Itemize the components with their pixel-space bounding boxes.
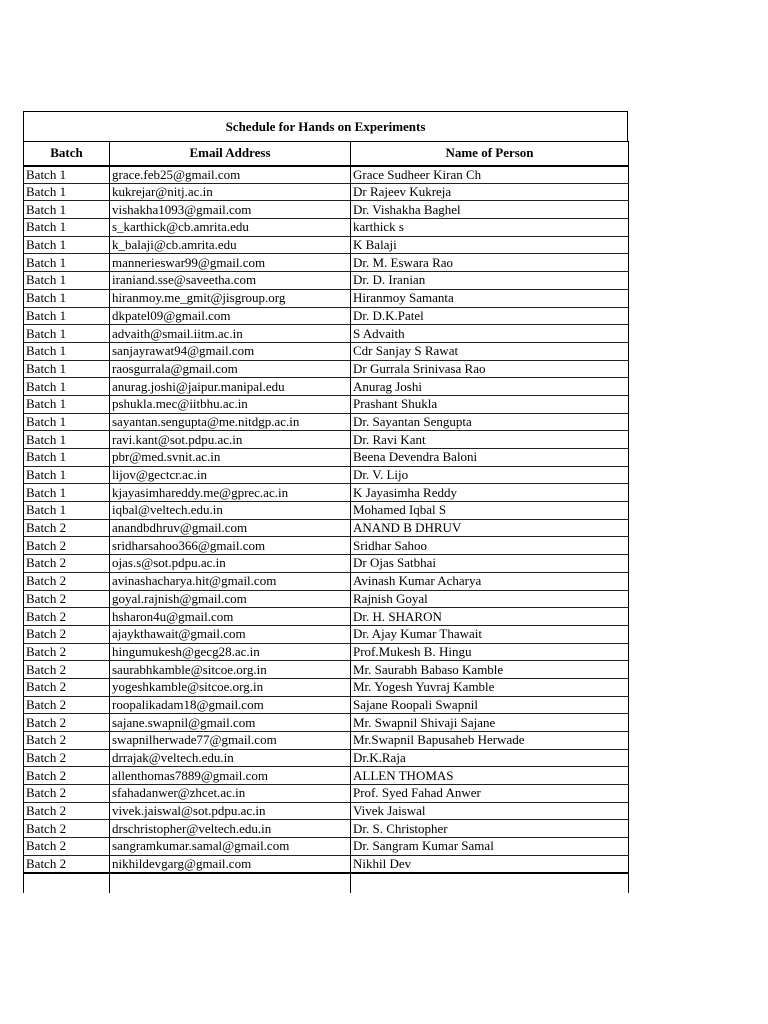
table-row <box>24 820 629 838</box>
cell-batch: Batch 1 <box>24 449 110 467</box>
cell-email: pshukla.mec@iitbhu.ac.in <box>110 395 351 413</box>
cell-email: ojas.s@sot.pdpu.ac.in <box>110 555 351 573</box>
table-row <box>24 519 629 537</box>
table-row <box>24 732 629 750</box>
table-row <box>24 838 629 856</box>
empty-cell <box>110 873 351 893</box>
cell-email: raosgurrala@gmail.com <box>110 360 351 378</box>
table-row <box>24 572 629 590</box>
cell-email: sanjayrawat94@gmail.com <box>110 342 351 360</box>
table-row <box>24 201 629 219</box>
table-row <box>24 289 629 307</box>
table-row <box>24 696 629 714</box>
cell-name: Dr. V. Lijo <box>351 466 629 484</box>
table-row <box>24 378 629 396</box>
cell-email: yogeshkamble@sitcoe.org.in <box>110 678 351 696</box>
cell-batch: Batch 2 <box>24 820 110 838</box>
table-row <box>24 325 629 343</box>
cell-name: K Balaji <box>351 236 629 254</box>
cell-email: vivek.jaiswal@sot.pdpu.ac.in <box>110 802 351 820</box>
cell-email: drrajak@veltech.edu.in <box>110 749 351 767</box>
cell-name: Dr. Sangram Kumar Samal <box>351 838 629 856</box>
cell-batch: Batch 1 <box>24 183 110 201</box>
table-row <box>24 767 629 785</box>
table-row <box>24 254 629 272</box>
table-row <box>24 785 629 803</box>
cell-batch: Batch 1 <box>24 484 110 502</box>
cell-name: Mr. Yogesh Yuvraj Kamble <box>351 678 629 696</box>
cell-batch: Batch 1 <box>24 289 110 307</box>
cell-batch: Batch 2 <box>24 608 110 626</box>
cell-name: Dr. H. SHARON <box>351 608 629 626</box>
cell-batch: Batch 1 <box>24 502 110 520</box>
cell-batch: Batch 2 <box>24 661 110 679</box>
cell-name: Mr. Swapnil Shivaji Sajane <box>351 714 629 732</box>
cell-email: avinashacharya.hit@gmail.com <box>110 572 351 590</box>
cell-name: Avinash Kumar Acharya <box>351 572 629 590</box>
empty-row <box>24 873 629 893</box>
cell-email: dkpatel09@gmail.com <box>110 307 351 325</box>
table-row <box>24 236 629 254</box>
cell-email: vishakha1093@gmail.com <box>110 201 351 219</box>
cell-batch: Batch 1 <box>24 360 110 378</box>
cell-batch: Batch 1 <box>24 236 110 254</box>
cell-batch: Batch 2 <box>24 838 110 856</box>
cell-batch: Batch 2 <box>24 572 110 590</box>
table-row <box>24 749 629 767</box>
table-row <box>24 625 629 643</box>
table-row <box>24 360 629 378</box>
cell-batch: Batch 1 <box>24 466 110 484</box>
table-row <box>24 608 629 626</box>
table-row <box>24 395 629 413</box>
cell-name: Dr. Ajay Kumar Thawait <box>351 625 629 643</box>
cell-email: saurabhkamble@sitcoe.org.in <box>110 661 351 679</box>
cell-name: Rajnish Goyal <box>351 590 629 608</box>
cell-name: Dr. M. Eswara Rao <box>351 254 629 272</box>
cell-batch: Batch 2 <box>24 855 110 873</box>
header-batch: Batch <box>24 142 110 166</box>
cell-batch: Batch 2 <box>24 643 110 661</box>
table-row <box>24 466 629 484</box>
cell-batch: Batch 1 <box>24 254 110 272</box>
cell-name: Dr. Ravi Kant <box>351 431 629 449</box>
table-row <box>24 643 629 661</box>
schedule-sheet <box>23 111 628 893</box>
table-row <box>24 431 629 449</box>
table-row <box>24 272 629 290</box>
cell-name: Cdr Sanjay S Rawat <box>351 342 629 360</box>
cell-batch: Batch 2 <box>24 519 110 537</box>
cell-email: s_karthick@cb.amrita.edu <box>110 219 351 237</box>
table-row <box>24 802 629 820</box>
cell-name: Dr.K.Raja <box>351 749 629 767</box>
cell-email: grace.feb25@gmail.com <box>110 166 351 184</box>
cell-name: ANAND B DHRUV <box>351 519 629 537</box>
cell-email: hsharon4u@gmail.com <box>110 608 351 626</box>
cell-name: Prashant Shukla <box>351 395 629 413</box>
cell-email: goyal.rajnish@gmail.com <box>110 590 351 608</box>
table-row <box>24 166 629 184</box>
header-email: Email Address <box>110 142 351 166</box>
cell-batch: Batch 1 <box>24 413 110 431</box>
cell-name: Dr Rajeev Kukreja <box>351 183 629 201</box>
cell-batch: Batch 1 <box>24 325 110 343</box>
cell-email: anandbdhruv@gmail.com <box>110 519 351 537</box>
cell-name: Dr Ojas Satbhai <box>351 555 629 573</box>
cell-name: karthick s <box>351 219 629 237</box>
cell-batch: Batch 2 <box>24 732 110 750</box>
cell-email: lijov@gectcr.ac.in <box>110 466 351 484</box>
cell-email: nikhildevgarg@gmail.com <box>110 855 351 873</box>
cell-batch: Batch 2 <box>24 590 110 608</box>
cell-batch: Batch 2 <box>24 555 110 573</box>
cell-batch: Batch 2 <box>24 714 110 732</box>
cell-name: K Jayasimha Reddy <box>351 484 629 502</box>
cell-batch: Batch 2 <box>24 678 110 696</box>
table-body <box>24 166 629 894</box>
table-row <box>24 307 629 325</box>
table-row <box>24 714 629 732</box>
empty-cell <box>351 873 629 893</box>
cell-email: iqbal@veltech.edu.in <box>110 502 351 520</box>
cell-email: sajane.swapnil@gmail.com <box>110 714 351 732</box>
cell-email: sangramkumar.samal@gmail.com <box>110 838 351 856</box>
cell-email: pbr@med.svnit.ac.in <box>110 449 351 467</box>
cell-name: Mohamed Iqbal S <box>351 502 629 520</box>
table-row <box>24 342 629 360</box>
table-row <box>24 219 629 237</box>
cell-name: Beena Devendra Baloni <box>351 449 629 467</box>
cell-name: Anurag Joshi <box>351 378 629 396</box>
cell-email: drschristopher@veltech.edu.in <box>110 820 351 838</box>
cell-batch: Batch 2 <box>24 785 110 803</box>
cell-name: Prof. Syed Fahad Anwer <box>351 785 629 803</box>
cell-batch: Batch 2 <box>24 802 110 820</box>
table-row <box>24 502 629 520</box>
cell-batch: Batch 1 <box>24 307 110 325</box>
cell-email: kjayasimhareddy.me@gprec.ac.in <box>110 484 351 502</box>
cell-batch: Batch 1 <box>24 378 110 396</box>
cell-name: Sajane Roopali Swapnil <box>351 696 629 714</box>
cell-name: Prof.Mukesh B. Hingu <box>351 643 629 661</box>
cell-name: Dr Gurrala Srinivasa Rao <box>351 360 629 378</box>
cell-email: anurag.joshi@jaipur.manipal.edu <box>110 378 351 396</box>
cell-email: k_balaji@cb.amrita.edu <box>110 236 351 254</box>
table-row <box>24 484 629 502</box>
cell-email: roopalikadam18@gmail.com <box>110 696 351 714</box>
cell-name: ALLEN THOMAS <box>351 767 629 785</box>
cell-batch: Batch 1 <box>24 166 110 184</box>
cell-email: kukrejar@nitj.ac.in <box>110 183 351 201</box>
cell-name: Mr.Swapnil Bapusaheb Herwade <box>351 732 629 750</box>
cell-email: iraniand.sse@saveetha.com <box>110 272 351 290</box>
cell-name: S Advaith <box>351 325 629 343</box>
cell-email: hingumukesh@gecg28.ac.in <box>110 643 351 661</box>
cell-name: Nikhil Dev <box>351 855 629 873</box>
cell-batch: Batch 1 <box>24 395 110 413</box>
cell-batch: Batch 2 <box>24 696 110 714</box>
table-row <box>24 590 629 608</box>
table-row <box>24 855 629 873</box>
cell-name: Grace Sudheer Kiran Ch <box>351 166 629 184</box>
cell-name: Hiranmoy Samanta <box>351 289 629 307</box>
empty-cell <box>24 873 110 893</box>
cell-email: sfahadanwer@zhcet.ac.in <box>110 785 351 803</box>
cell-batch: Batch 2 <box>24 749 110 767</box>
cell-batch: Batch 1 <box>24 219 110 237</box>
header-row <box>24 142 629 166</box>
cell-name: Dr. D. Iranian <box>351 272 629 290</box>
cell-batch: Batch 1 <box>24 431 110 449</box>
cell-name: Vivek Jaiswal <box>351 802 629 820</box>
cell-email: sayantan.sengupta@me.nitdgp.ac.in <box>110 413 351 431</box>
cell-email: hiranmoy.me_gmit@jisgroup.org <box>110 289 351 307</box>
cell-email: sridharsahoo366@gmail.com <box>110 537 351 555</box>
cell-batch: Batch 2 <box>24 625 110 643</box>
table-row <box>24 678 629 696</box>
sheet-title: Schedule for Hands on Experiments <box>23 111 628 141</box>
table-row <box>24 537 629 555</box>
cell-name: Dr. Vishakha Baghel <box>351 201 629 219</box>
cell-email: ajaykthawait@gmail.com <box>110 625 351 643</box>
cell-batch: Batch 1 <box>24 201 110 219</box>
cell-name: Sridhar Sahoo <box>351 537 629 555</box>
cell-email: ravi.kant@sot.pdpu.ac.in <box>110 431 351 449</box>
cell-batch: Batch 1 <box>24 272 110 290</box>
cell-email: swapnilherwade77@gmail.com <box>110 732 351 750</box>
cell-batch: Batch 1 <box>24 342 110 360</box>
cell-name: Dr. Sayantan Sengupta <box>351 413 629 431</box>
table-row <box>24 661 629 679</box>
table-row <box>24 449 629 467</box>
cell-name: Dr. S. Christopher <box>351 820 629 838</box>
schedule-table <box>23 141 629 893</box>
cell-email: allenthomas7889@gmail.com <box>110 767 351 785</box>
cell-name: Dr. D.K.Patel <box>351 307 629 325</box>
header-name: Name of Person <box>351 142 629 166</box>
cell-batch: Batch 2 <box>24 767 110 785</box>
cell-email: mannerieswar99@gmail.com <box>110 254 351 272</box>
table-row <box>24 413 629 431</box>
cell-email: advaith@smail.iitm.ac.in <box>110 325 351 343</box>
cell-name: Mr. Saurabh Babaso Kamble <box>351 661 629 679</box>
table-row <box>24 183 629 201</box>
cell-batch: Batch 2 <box>24 537 110 555</box>
table-row <box>24 555 629 573</box>
